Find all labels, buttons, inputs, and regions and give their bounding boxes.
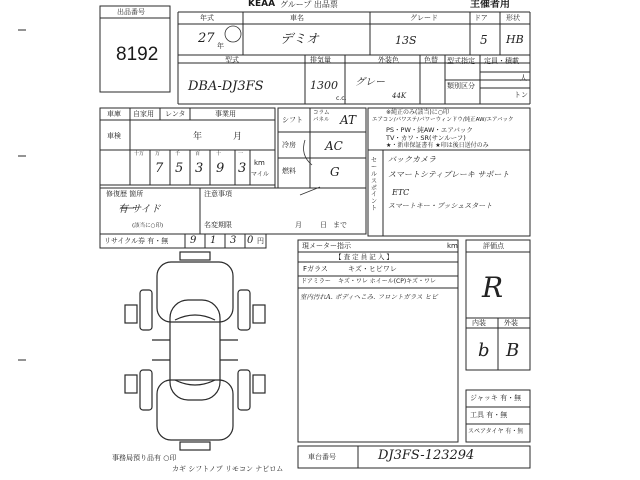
- reg-own: 自家用: [133, 110, 154, 118]
- equipment-row-4: ★・新車保証書有 ★印は後日送付のみ: [386, 142, 489, 149]
- recycle-digit-2: 1: [210, 235, 217, 246]
- inspection-year-unit: 年: [193, 132, 203, 142]
- recycle-label: リサイクル券 有・無: [104, 237, 169, 245]
- value-doors: 5: [480, 33, 488, 47]
- vin-value: DJ3FS-123294: [378, 448, 475, 463]
- sales-label: セールスポイント: [371, 157, 378, 213]
- repair-value: 有 サイド: [118, 204, 161, 215]
- deadline-day: 日: [320, 221, 327, 229]
- odo-mile-unit: マイル: [251, 171, 269, 178]
- shift-value: AT: [340, 113, 357, 127]
- sales-line-3: ETC: [392, 188, 410, 197]
- col-class-no: 類別区分: [447, 82, 475, 90]
- fuel-label: 燃料: [282, 167, 296, 175]
- value-shape: HB: [506, 33, 524, 46]
- shift-options: コラム パネル: [313, 110, 330, 124]
- equipment-row-2: PS・PW・純AW・エアバック: [386, 126, 473, 134]
- odo-h-5: 一: [238, 151, 244, 157]
- col-color-code: 色替: [424, 56, 438, 64]
- recycle-unit: 円: [257, 237, 264, 245]
- col-shape: 形状: [506, 14, 520, 22]
- car-diagram: [125, 252, 265, 450]
- odo-h-3: 百: [195, 151, 201, 157]
- value-color: グレー: [355, 77, 385, 88]
- value-year: 27: [198, 31, 215, 46]
- deadline-label: 名変期限: [204, 221, 232, 229]
- unit-person: 人: [520, 74, 527, 82]
- equipment-note: ※純正のみ(該当)に○印: [386, 109, 449, 116]
- repair-label: 修復歴 箇所: [106, 190, 144, 198]
- repair-note: (該当に○印): [132, 223, 164, 229]
- eval-score: R: [482, 271, 504, 304]
- exterior-score: B: [506, 340, 520, 361]
- odo-h-1: 万: [155, 151, 161, 157]
- odo-h-0: 十万: [134, 151, 145, 157]
- exterior-label: 外装: [504, 319, 518, 327]
- recycle-digit-4: 0: [247, 235, 254, 246]
- inspection-month-unit: 月: [233, 132, 243, 142]
- odo-digit-5: 3: [238, 161, 247, 176]
- col-model: 車名: [290, 14, 304, 22]
- inspection-header: 【 査 定 員 記 入 】: [335, 253, 393, 261]
- value-grade: 13S: [395, 34, 417, 47]
- col-grade: グレード: [410, 14, 438, 22]
- value-displacement: 1300: [310, 79, 338, 92]
- odo-digit-2: 5: [175, 161, 184, 176]
- col-chassis: 型式: [225, 56, 239, 64]
- lot-label: 出品番号: [117, 8, 145, 16]
- lot-number: 8192: [116, 44, 159, 65]
- keys-label: 事務局預り品有 ○印: [112, 454, 177, 462]
- eval-label: 評価点: [483, 242, 504, 250]
- odo-digit-3: 3: [195, 161, 204, 176]
- recycle-digit-3: 3: [230, 235, 237, 246]
- recycle-digit-1: 9: [190, 235, 197, 246]
- sheet-subtitle: グループ 出品票: [280, 0, 338, 9]
- shift-label: シフト: [282, 116, 303, 124]
- inspection-remarks: 室内汚れA. ボディへこみ. フロントガラス ヒビ: [300, 293, 438, 301]
- deadline-month: 月: [295, 221, 302, 229]
- notes-label: 注意事項: [204, 190, 232, 198]
- glass-options: キズ・ヒビワレ: [348, 265, 397, 273]
- value-chassis: DBA-DJ3FS: [188, 79, 264, 94]
- fuel-value: G: [330, 165, 340, 179]
- col-fixed-cap: 定員・積載: [484, 57, 519, 65]
- odo-digit-4: 9: [216, 161, 225, 176]
- spare-row: スペアタイヤ 有・無: [468, 428, 524, 435]
- col-year: 年式: [200, 14, 214, 22]
- odo-digit-1: 7: [155, 161, 164, 176]
- organizer-label: 主催者用: [470, 0, 510, 10]
- unit-ton: トン: [514, 91, 528, 99]
- meter-label: 現メーター指示: [302, 242, 351, 250]
- unit-cc: c.c.: [336, 95, 347, 102]
- col-displacement: 排気量: [310, 56, 331, 64]
- sales-line-4: スマートキー・プッシュスタート: [388, 202, 493, 210]
- ac-label: 冷房: [282, 141, 296, 149]
- value-color-code: 44K: [392, 92, 407, 100]
- value-model: デミオ: [280, 32, 320, 47]
- col-doors: ドア: [474, 14, 488, 22]
- glass-label: Fガラス: [303, 265, 328, 273]
- odo-h-4: 十: [216, 151, 222, 157]
- sales-line-2: スマートシティブレーキ サポート: [388, 170, 510, 179]
- odo-km-unit: km: [254, 159, 265, 167]
- jack-row: ジャッキ 有・無: [470, 394, 522, 402]
- sales-line-1: バックカメラ: [388, 155, 436, 164]
- keys-items: カギ シフトノブ リモコン ナビロム: [172, 465, 284, 473]
- deadline-until: まで: [333, 221, 347, 229]
- mirror-label: ドアミラー: [301, 278, 331, 285]
- tools-row: 工具 有・無: [470, 411, 508, 419]
- odo-h-2: 千: [175, 151, 181, 157]
- reg-label: 車庫: [107, 110, 121, 118]
- reg-rental: レンタ: [165, 110, 186, 118]
- equipment-row-3: TV・カワ・SR(サンルーフ): [386, 134, 466, 142]
- ac-value: AC: [325, 139, 343, 153]
- value-year-unit: 年: [217, 42, 224, 50]
- sheet-logo: KEAA: [248, 0, 276, 9]
- reg-business: 事業用: [215, 110, 236, 118]
- inspection-label: 車検: [107, 132, 121, 140]
- meter-unit: km: [447, 242, 458, 250]
- col-ext-color: 外装色: [378, 56, 399, 64]
- mirror-options: キズ・ワレ ホイール(CP)キズ・ワレ: [338, 278, 437, 285]
- interior-score: b: [478, 340, 490, 361]
- equipment-row-1: エアコン/パワステ/パワーウィンドウ/純正AW/エアバック: [372, 117, 514, 123]
- col-type-spec: 型式指定: [447, 57, 475, 65]
- vin-label: 車台番号: [308, 453, 336, 461]
- interior-label: 内装: [472, 319, 486, 327]
